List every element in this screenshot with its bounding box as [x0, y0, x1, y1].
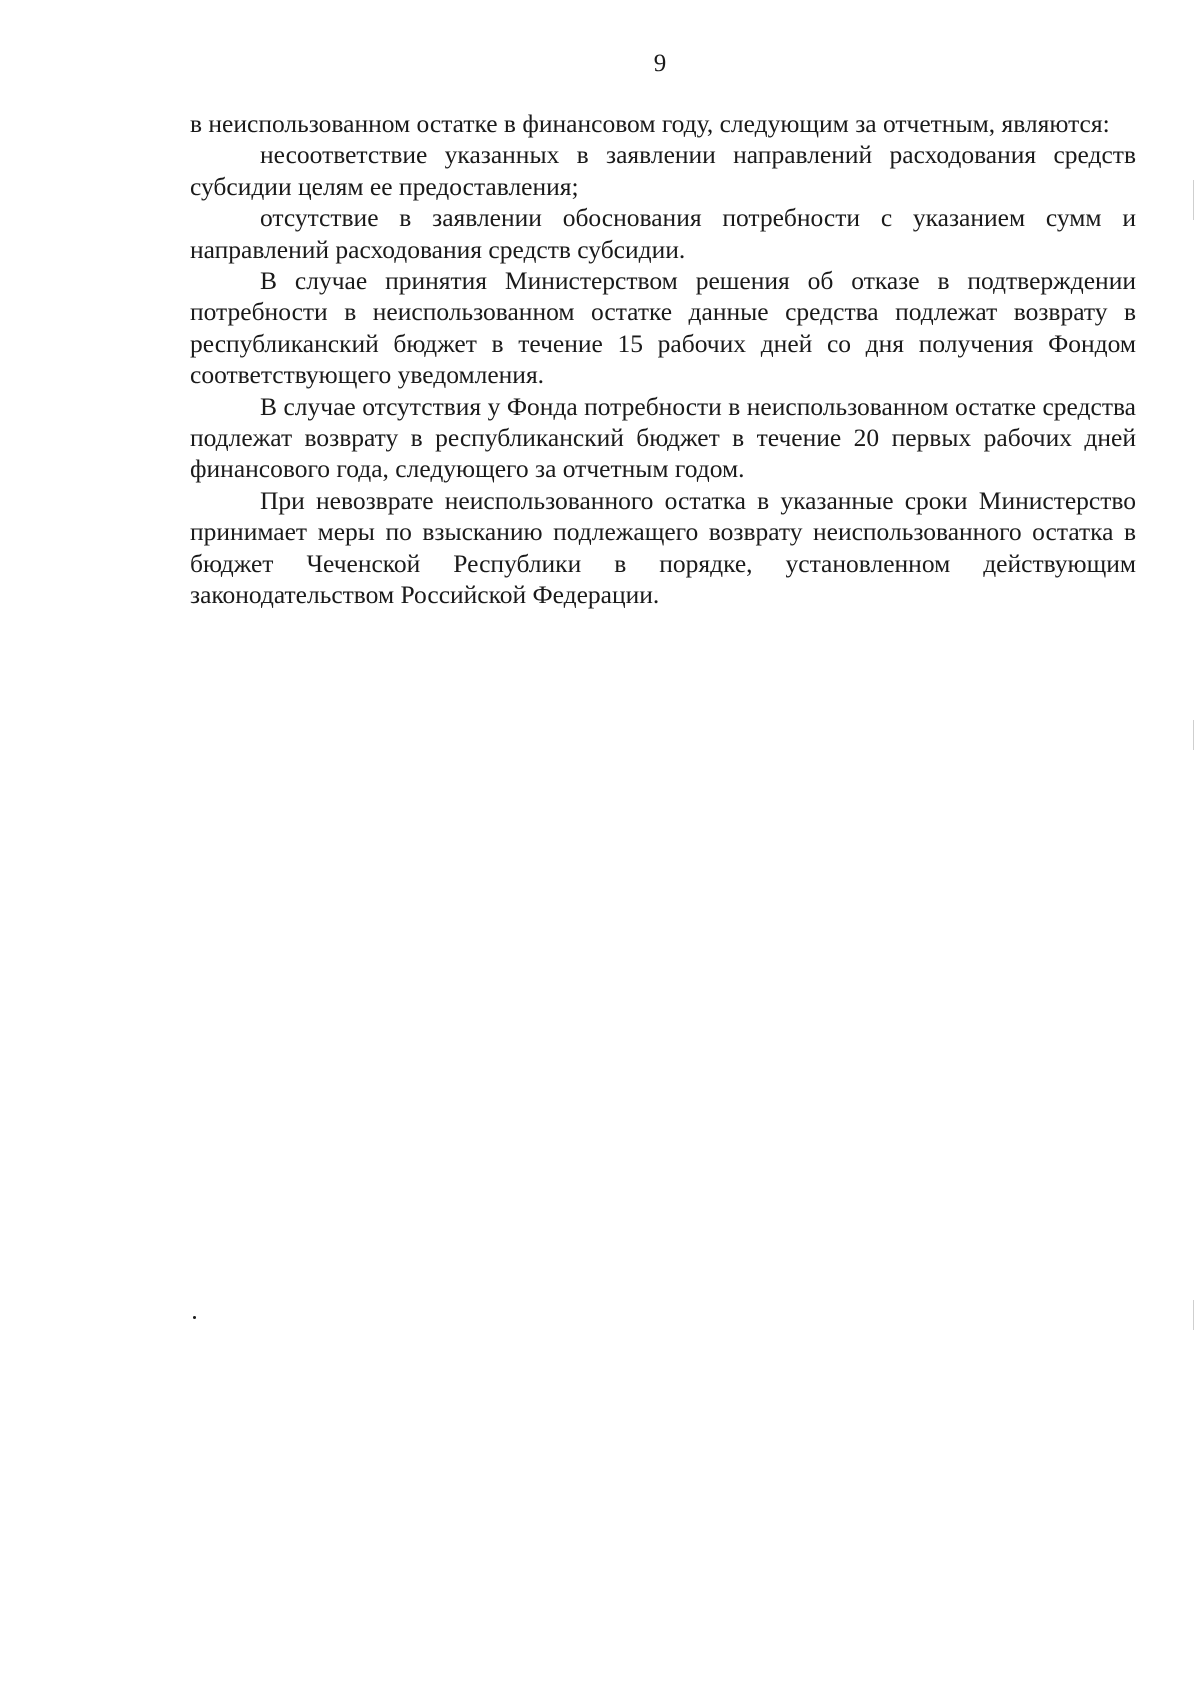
page-number: 9	[653, 50, 667, 77]
paragraph: В случае отсутствия у Фонда потребности в неиспользованном остатке средства подлежат возврату в республиканский бюджет в течение 20 первых рабочих дней финансового года, следующего за отчетным годом.	[190, 391, 1136, 484]
scan-edge-mark	[1193, 180, 1194, 220]
paragraph: При невозврате неиспользованного остатка в указанные сроки Министерство принимает меры по взысканию подлежащего возврату неиспользованного остатка в бюджет Чеченской Республики в порядке, установленном действующим законодательством Российской Федерации.	[190, 485, 1136, 610]
paragraph: отсутствие в заявлении обоснования потребности с указанием сумм и направлений расходования средств субсидии.	[190, 203, 1136, 264]
scan-edge-mark	[1193, 720, 1194, 750]
scan-edge-mark	[1193, 1300, 1194, 1330]
scan-speck	[193, 1316, 196, 1319]
document-body	[190, 108, 1136, 611]
paragraph: В случае принятия Министерством решения об отказе в подтверждении потребности в неиспользованном остатке данные средства подлежат возврату в республиканский бюджет в течение 15 рабочих дней со дня получения Фондом соответствующего уведомления.	[190, 266, 1136, 390]
paragraph: в неиспользованном остатке в финансовом году, следующим за отчетным, являются:	[190, 109, 1110, 138]
paragraph: несоответствие указанных в заявлении направлений расходования средств субсидии целям ее предоставления;	[190, 140, 1136, 201]
